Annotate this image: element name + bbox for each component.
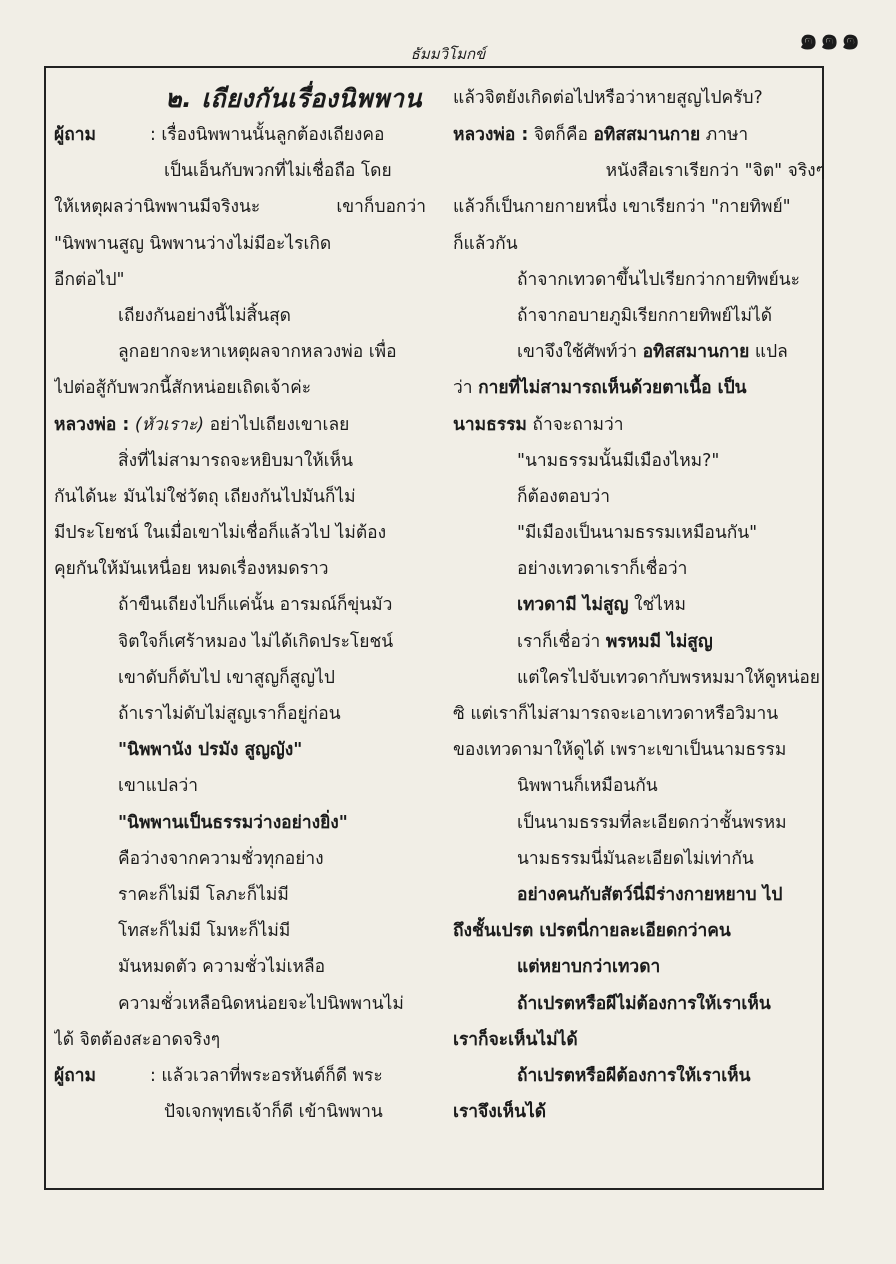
page-number: ๑๑๑: [798, 22, 862, 57]
text-line: [54, 1058, 426, 1094]
text-line: อย่างคนกับสัตว์นี่มีร่างกายหยาบ ไป: [517, 884, 783, 905]
section-title-line: [54, 80, 426, 117]
text-line: ซิ แต่เราก็ไม่สามารถจะเอาเทวดาหรือวิมาน: [453, 704, 779, 724]
text-span: อย่าไปเถียงเขาเลย: [209, 414, 350, 435]
text-line: เถียงกันอย่างนี้ไม่สิ้นสุด: [118, 305, 291, 326]
text-line: ถ้าจากเทวดาขึ้นไปเรียกว่ากายทิพย์นะ: [517, 269, 800, 290]
text-span: ภาษา: [705, 125, 749, 145]
text-line: เขาแปลว่า: [118, 776, 199, 797]
text-line: อีกต่อไป": [54, 269, 125, 290]
text-line: ถ้าขืนเถียงไปก็แค่นั้น อารมณ์ก็ขุ่นมัว: [118, 595, 393, 616]
text-span: จิตก็คือ: [533, 125, 588, 145]
text-span: อทิสสมานกาย: [593, 125, 701, 145]
text-line: ราคะก็ไม่มี โลภะก็ไม่มี: [118, 884, 289, 905]
text-line: มันหมดตัว ความชั่วไม่เหลือ: [118, 957, 326, 978]
text-line: แต่ใครไปจับเทวดากับพรหมมาให้ดูหน่อย: [517, 667, 820, 688]
text-span: พรหมมี ไม่สูญ: [605, 631, 713, 652]
right-column: [453, 80, 825, 1130]
text-line: [453, 587, 825, 623]
text-span: เขาจึงใช้ศัพท์ว่า: [517, 342, 638, 363]
text-line: ถ้าเราไม่ดับไม่สูญเราก็อยู่ก่อน: [118, 704, 341, 724]
text-line: [54, 117, 426, 153]
text-line: [453, 334, 825, 370]
speaker-label: ผู้ถาม: [54, 1065, 96, 1086]
text-line: แล้วก็เป็นกายกายหนึ่ง เขาเรียกว่า "กายทิพย์": [453, 197, 791, 218]
text-line: แต่หยาบกว่าเทวดา: [517, 957, 661, 978]
section-title: ๒. เถียงกันเรื่องนิพพาน: [165, 84, 422, 113]
text-line: ก็ต้องตอบว่า: [517, 486, 611, 507]
text-line: ถ้าเปรตหรือผีไม่ต้องการให้เราเห็น: [517, 993, 771, 1014]
text-line: [453, 407, 825, 443]
text-line: โทสะก็ไม่มี โมหะก็ไม่มี: [118, 921, 291, 942]
text-line: เราก็จะเห็นไม่ได้: [453, 1029, 578, 1050]
text-span: เทวดามี ไม่สูญ: [517, 595, 629, 616]
text-line: อย่างเทวดาเราก็เชื่อว่า: [517, 559, 688, 580]
speaker-label: ผู้ถาม: [54, 125, 96, 145]
text-line: [453, 370, 825, 406]
text-line: [54, 407, 426, 443]
text-line: หนังสือเราเรียกว่า "จิต" จริงๆ: [605, 161, 825, 182]
text-line: "มีเมืองเป็นนามธรรมเหมือนกัน": [517, 523, 758, 544]
text-span: : แล้วเวลาที่พระอรหันต์ก็ดี พระ: [150, 1065, 383, 1086]
text-line: นามธรรมนี่มันละเอียดไม่เท่ากัน: [517, 848, 754, 869]
text-line: ถ้าเปรตหรือผีต้องการให้เราเห็น: [517, 1065, 751, 1086]
speaker-label: หลวงพ่อ :: [54, 414, 130, 435]
text-line: สิ่งที่ไม่สามารถจะหยิบมาให้เห็น: [118, 450, 353, 471]
text-line: คุยกันให้มันเหนื่อย หมดเรื่องหมดราว: [54, 559, 329, 580]
text-line: นิพพานก็เหมือนกัน: [517, 776, 658, 797]
text-line: เป็นนามธรรมที่ละเอียดกว่าชั้นพรหม: [517, 812, 787, 833]
text-span: นามธรรม: [453, 414, 527, 435]
text-line: มีประโยชน์ ในเมื่อเขาไม่เชื่อก็แล้วไป ไม่ต้อง: [54, 523, 387, 544]
text-line: ของเทวดามาให้ดูได้ เพราะเขาเป็นนามธรรม: [453, 740, 787, 761]
text-line: ปัจเจกพุทธเจ้าก็ดี เข้านิพพาน: [164, 1102, 383, 1123]
text-line: ได้ จิตต้องสะอาดจริงๆ: [54, 1029, 221, 1050]
stage-direction: (หัวเราะ): [134, 414, 205, 435]
text-line: ให้เหตุผลว่านิพพานมีจริงนะ เขาก็บอกว่า: [54, 197, 426, 218]
text-line: เขาดับก็ดับไป เขาสูญก็สูญไป: [118, 667, 335, 688]
text-line: "นิพพานเป็นธรรมว่างอย่างยิ่ง": [118, 812, 348, 833]
text-line: กันได้นะ มันไม่ใช่วัตถุ เถียงกันไปมันก็ไม่: [54, 486, 356, 507]
left-column: [54, 80, 426, 1130]
text-line: จิตใจก็เศร้าหมอง ไม่ได้เกิดประโยชน์: [118, 631, 394, 652]
text-line: ก็แล้วกัน: [453, 233, 518, 254]
text-span: แปล: [754, 342, 788, 363]
text-line: ถ้าจากอบายภูมิเรียกกายทิพย์ไม่ได้: [517, 305, 773, 326]
text-line: คือว่างจากความชั่วทุกอย่าง: [118, 848, 324, 869]
text-span: ว่า: [453, 378, 473, 399]
running-head: ธัมมวิโมกข์: [410, 45, 486, 63]
text-line: ความชั่วเหลือนิดหน่อยจะไปนิพพานไม่: [118, 993, 404, 1014]
text-span: เราก็เชื่อว่า: [517, 631, 601, 652]
text-line: แล้วจิตยังเกิดต่อไปหรือว่าหายสูญไปครับ?: [453, 88, 763, 108]
text-line: [453, 624, 825, 660]
text-span: อทิสสมานกาย: [642, 342, 750, 363]
text-line: "นิพพานสูญ นิพพานว่างไม่มีอะไรเกิด: [54, 233, 332, 254]
text-span: : เรื่องนิพพานนั้นลูกต้องเถียงคอ: [150, 125, 385, 145]
text-line: เราจึงเห็นได้: [453, 1102, 547, 1123]
text-line: ไปต่อสู้กับพวกนี้สักหน่อยเถิดเจ้าค่ะ: [54, 378, 312, 399]
speaker-label: หลวงพ่อ :: [453, 125, 529, 145]
text-line: เป็นเอ็นกับพวกที่ไม่เชื่อถือ โดย: [164, 161, 392, 182]
text-span: ใช่ไหม: [633, 595, 686, 616]
text-span: ถ้าจะถามว่า: [532, 414, 624, 435]
text-line: "นามธรรมนั้นมีเมืองไหม?": [517, 450, 720, 471]
text-span: กายที่ไม่สามารถเห็นด้วยตาเนื้อ เป็น: [478, 378, 747, 399]
text-line: ถึงชั้นเปรต เปรตนี่กายละเอียดกว่าคน: [453, 921, 731, 942]
text-line: [453, 117, 825, 153]
text-line: ลูกอยากจะหาเหตุผลจากหลวงพ่อ เพื่อ: [118, 342, 397, 363]
text-line: "นิพพานัง ปรมัง สูญญัง": [118, 740, 303, 761]
